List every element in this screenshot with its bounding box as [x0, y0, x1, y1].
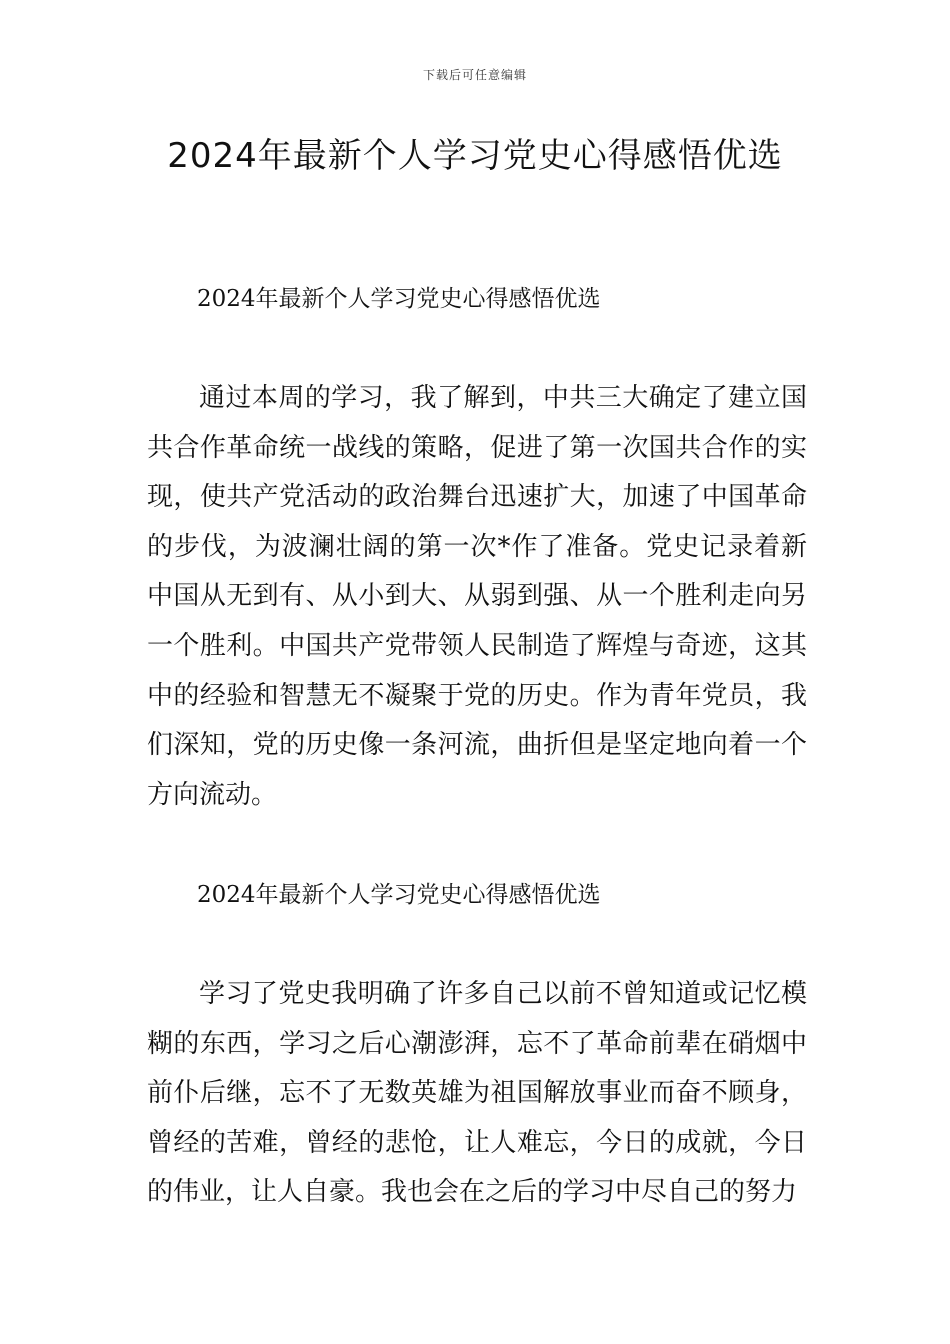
section-heading: 2024年最新个人学习党史心得感悟优选 [197, 882, 601, 908]
page-title: 2024年最新个人学习党史心得感悟优选 [167, 136, 783, 176]
body-paragraph: 通过本周的学习，我了解到，中共三大确定了建立国共合作革命统一战线的策略，促进了第一次国共合作的实现，使共产党活动的政治舞台迅速扩大，加速了中国革命的步伐，为波澜壮阔的第一次*作了准备。党史记录着新中国从无到有、从小到大、从弱到强、从一个胜利走向另一个胜利。中国共产党带领人民制造了辉煌与奇迹，这其中的经验和智慧无不凝聚于党的历史。作为青年党员，我们深知，党的历史像一条河流，曲折但是坚定地向着一个方向流动。 [147, 383, 807, 810]
download-note: 下载后可任意编辑 [422, 68, 527, 82]
section-heading: 2024年最新个人学习党史心得感悟优选 [197, 286, 601, 312]
body-paragraph: 学习了党史我明确了许多自己以前不曾知道或记忆模糊的东西，学习之后心潮澎湃，忘不了革命前辈在硝烟中前仆后继，忘不了无数英雄为祖国解放事业而奋不顾身，曾经的苦难，曾经的悲怆，让人难忘，今日的成就，今日的伟业，让人自豪。我也会在之后的学习中尽自己的努力 [147, 979, 807, 1208]
